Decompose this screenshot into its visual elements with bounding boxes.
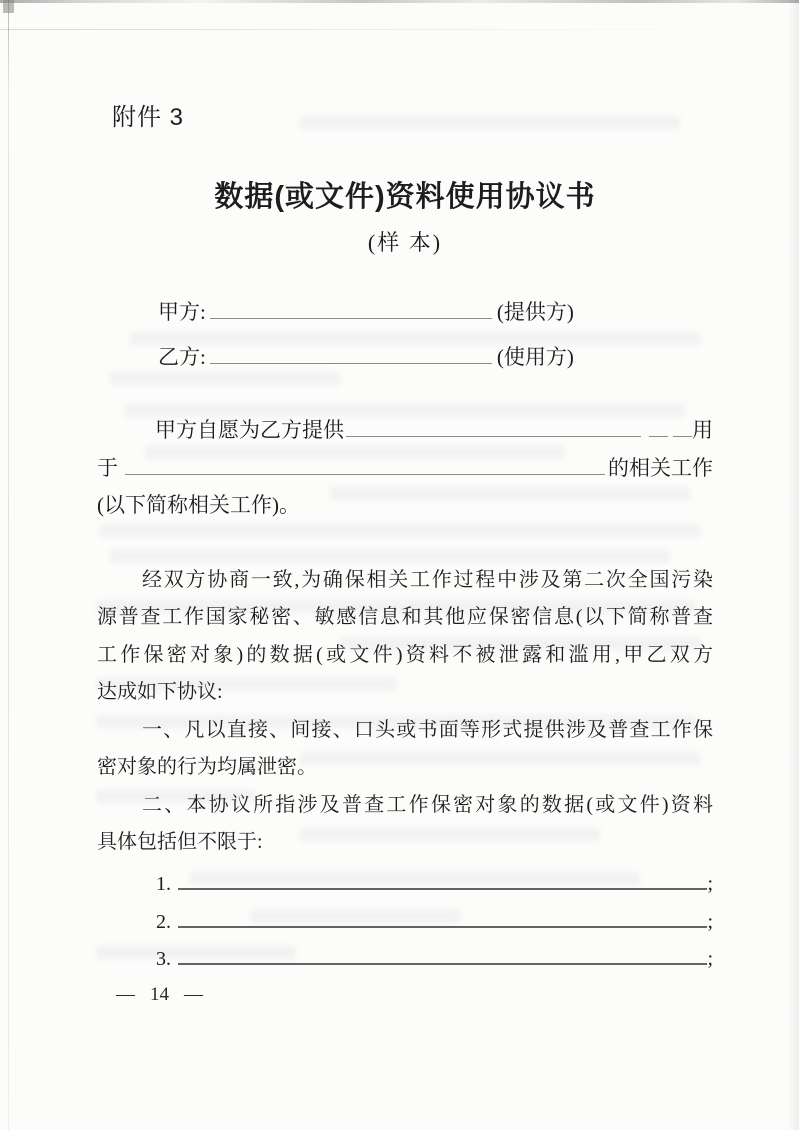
paragraph-line: 一、凡以直接、间接、口头或书面等形式提供涉及普查工作保 [142,719,713,741]
party-a-role: (提供方) [496,300,574,325]
clause-two [97,787,713,862]
item-fill-line [178,941,707,965]
bleed-through-artifact [330,487,690,500]
party-b-row [158,341,588,371]
item-fill-line [178,866,707,890]
intro-line2-tail: 的相关工作 [608,456,713,481]
item-punct: ; [707,873,713,896]
paragraph-line: 具体包括但不限于: [97,831,263,854]
paragraph-line: 经双方协商一致,为确保相关工作过程中涉及第二次全国污染 [142,569,713,591]
bleed-through-artifact [300,116,680,129]
paragraph-line: 工作保密对象)的数据(或文件)资料不被泄露和滥用,甲乙双方 [97,643,713,666]
page-footer [116,984,203,1006]
paragraph-line: 密对象的行为均属泄密。 [97,756,317,779]
intro-fill-line-1c [673,414,692,437]
item-number: 1. [156,873,171,896]
scan-corner-mark [3,0,14,13]
party-b-fill-line [210,341,492,364]
bleed-through-artifact [110,372,340,385]
attachment-label: 附件 3 [112,104,185,131]
agreement-paragraph [97,562,713,712]
party-a-fill-line [210,296,492,319]
list-item-3 [156,941,713,971]
paragraph-line: 二、本协议所指涉及普查工作保密对象的数据(或文件)资料 [142,794,713,816]
intro-line1-tail: 用 [692,418,713,443]
intro-fill-line-2 [125,452,605,475]
item-punct: ; [707,911,713,934]
scan-top-edge-artifact [0,0,799,3]
item-fill-line [178,904,707,928]
intro-line1-text: 甲方自愿为乙方提供 [155,418,344,443]
scan-left-hairline [8,0,9,1130]
intro-fill-line-1b [649,414,668,437]
intro-line-2 [97,452,713,482]
item-number: 2. [156,911,171,934]
document-subtitle: (样 本) [367,230,443,255]
list-item-1 [156,866,713,896]
party-b-label: 乙方: [158,345,206,370]
item-punct: ; [707,948,713,971]
party-a-label: 甲方: [158,300,206,325]
intro-line-1 [155,414,713,444]
footer-dash-right: — [184,984,203,1005]
party-a-row [158,296,588,326]
paragraph-line: 源普查工作国家秘密、敏感信息和其他应保密信息(以下简称普查 [97,606,713,629]
clause-one [97,712,713,787]
party-b-role: (使用方) [496,345,574,370]
scan-horizontal-hairline [0,29,743,30]
list-item-2 [156,904,713,934]
footer-page-number: 14 [150,984,169,1005]
scan-right-edge-shadow [787,0,799,1130]
document-title: 数据(或文件)资料使用协议书 [214,181,596,213]
item-number: 3. [156,948,171,971]
bleed-through-artifact [100,524,700,537]
paragraph-line: 达成如下协议: [97,681,223,704]
intro-fill-line-1 [346,414,641,437]
footer-dash-left: — [116,984,135,1005]
intro-line-3: (以下简称相关工作)。 [97,493,300,517]
intro-line2-lead: 于 [97,456,118,481]
